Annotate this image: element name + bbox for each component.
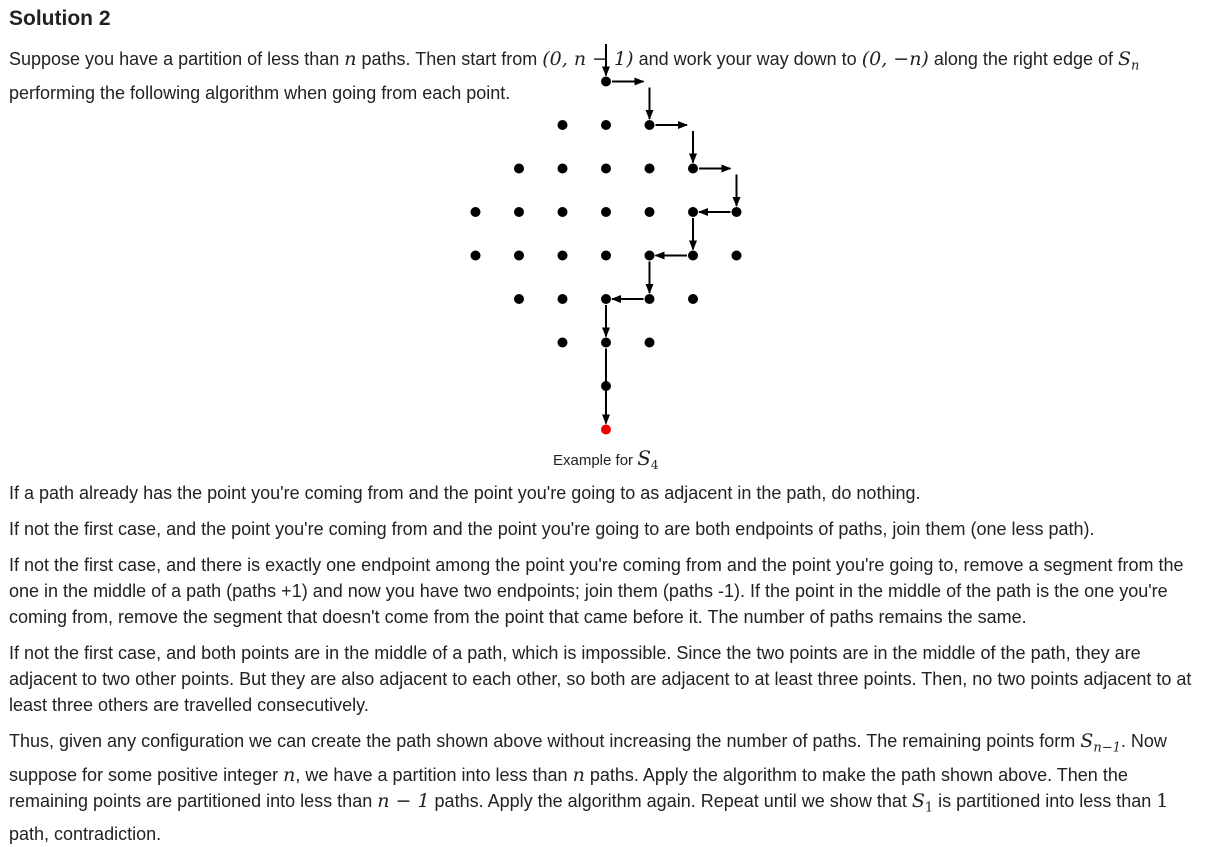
caption-math-s: S [637,446,651,470]
lattice-point [645,251,655,261]
math-n-integer: n [283,763,296,786]
end-point [601,425,611,435]
math-s-subscript: n [1131,58,1140,74]
caption-text: Example for [553,452,638,469]
intro-text-1: Suppose you have a partition of less than [9,49,345,69]
math-s-remaining-subscript: n−1 [1093,740,1121,756]
math-n-minus-one: n − 1 [377,789,430,812]
conclusion-text-3: , we have a partition into less than [295,764,573,785]
lattice-point [645,294,655,304]
lattice-point [645,120,655,130]
lattice-point [732,207,742,217]
conclusion-text-2: . Now suppose for some positive integer [9,731,1167,785]
intro-text-3: and work your way down to [633,49,862,69]
lattice-point [732,251,742,261]
lattice-point [688,164,698,174]
math-n-paths: n [572,763,585,786]
case-third-paragraph: If not the first case, and there is exactly one endpoint among the point you're coming from and the point you're going to, remove a segment from the one in the middle of a path (paths +1) and now you have two endpoints; join them (paths -1). If the point in the middle of the path is the one you're coming from, remove the segment that doesn't come from the point that came before it. The number of paths remains the same. [9,555,1184,627]
lattice-point [645,207,655,217]
figure-caption [553,446,659,472]
conclusion-text-5: paths. Apply the algorithm again. Repeat until we show that [429,790,912,811]
lattice-point [514,294,524,304]
path-arrows [606,44,737,424]
lattice-point [471,251,481,261]
case-first-paragraph: If a path already has the point you're coming from and the point you're going to as adjacent in the path, do nothing. [9,483,921,503]
conclusion-text-7: path, contradiction. [9,824,162,845]
case-second-paragraph: If not the first case, and the point you're coming from and the point you're going to are both endpoints of paths, join them (one less path). [9,519,1095,539]
lattice-point [645,338,655,348]
lattice-point [688,207,698,217]
lattice-point [601,120,611,130]
math-end-point: (0, −n) [861,48,929,70]
lattice-point [558,251,568,261]
lattice-point [601,77,611,87]
lattice-point [601,164,611,174]
math-s: S [1117,48,1132,70]
conclusion-text-4: paths. Apply the algorithm to make the path shown above. Then the remaining points are partitioned into less than [9,764,1128,811]
intro-text-4: along the right edge of [928,49,1118,69]
lattice-point [601,294,611,304]
lattice-point [558,294,568,304]
math-start-point: (0, n − 1) [542,48,634,70]
math-s-one: S [911,789,925,812]
lattice-point [601,251,611,261]
solution-heading: Solution 2 [9,7,111,30]
lattice-point [558,164,568,174]
intro-text-2: paths. Then start from [356,49,543,69]
lattice-point [558,120,568,130]
conclusion-text-1: Thus, given any configuration we can create the path shown above without increasing the number of paths. The remaining points form [9,731,1081,751]
case-fourth-paragraph: If not the first case, and both points are in the middle of a path, which is impossible. Since the two points are in the middle of the path, they are adjacent to two other points. But they are also adjacent to each other, so both are adjacent to at least three points. Then, no two points adjacent to at least three others are travelled consecutively. [9,643,1192,715]
math-s-one-subscript: 1 [924,800,934,816]
math-one: 1 [1156,789,1169,812]
lattice-point [645,164,655,174]
lattice-point [471,207,481,217]
caption-math-subscript: 4 [650,458,659,472]
lattice-point [688,294,698,304]
lattice-point [601,207,611,217]
lattice-point [558,338,568,348]
math-s-remaining: S [1080,730,1094,752]
lattice-point [514,164,524,174]
conclusion-paragraph [9,728,1207,847]
lattice-point [514,251,524,261]
lattice-point [558,207,568,217]
lattice-point [514,207,524,217]
intro-text-5: performing the following algorithm when going from each point. [9,82,511,103]
lattice-point [688,251,698,261]
conclusion-text-6: is partitioned into less than [933,790,1157,811]
math-n: n [344,48,357,70]
lattice-point [601,338,611,348]
